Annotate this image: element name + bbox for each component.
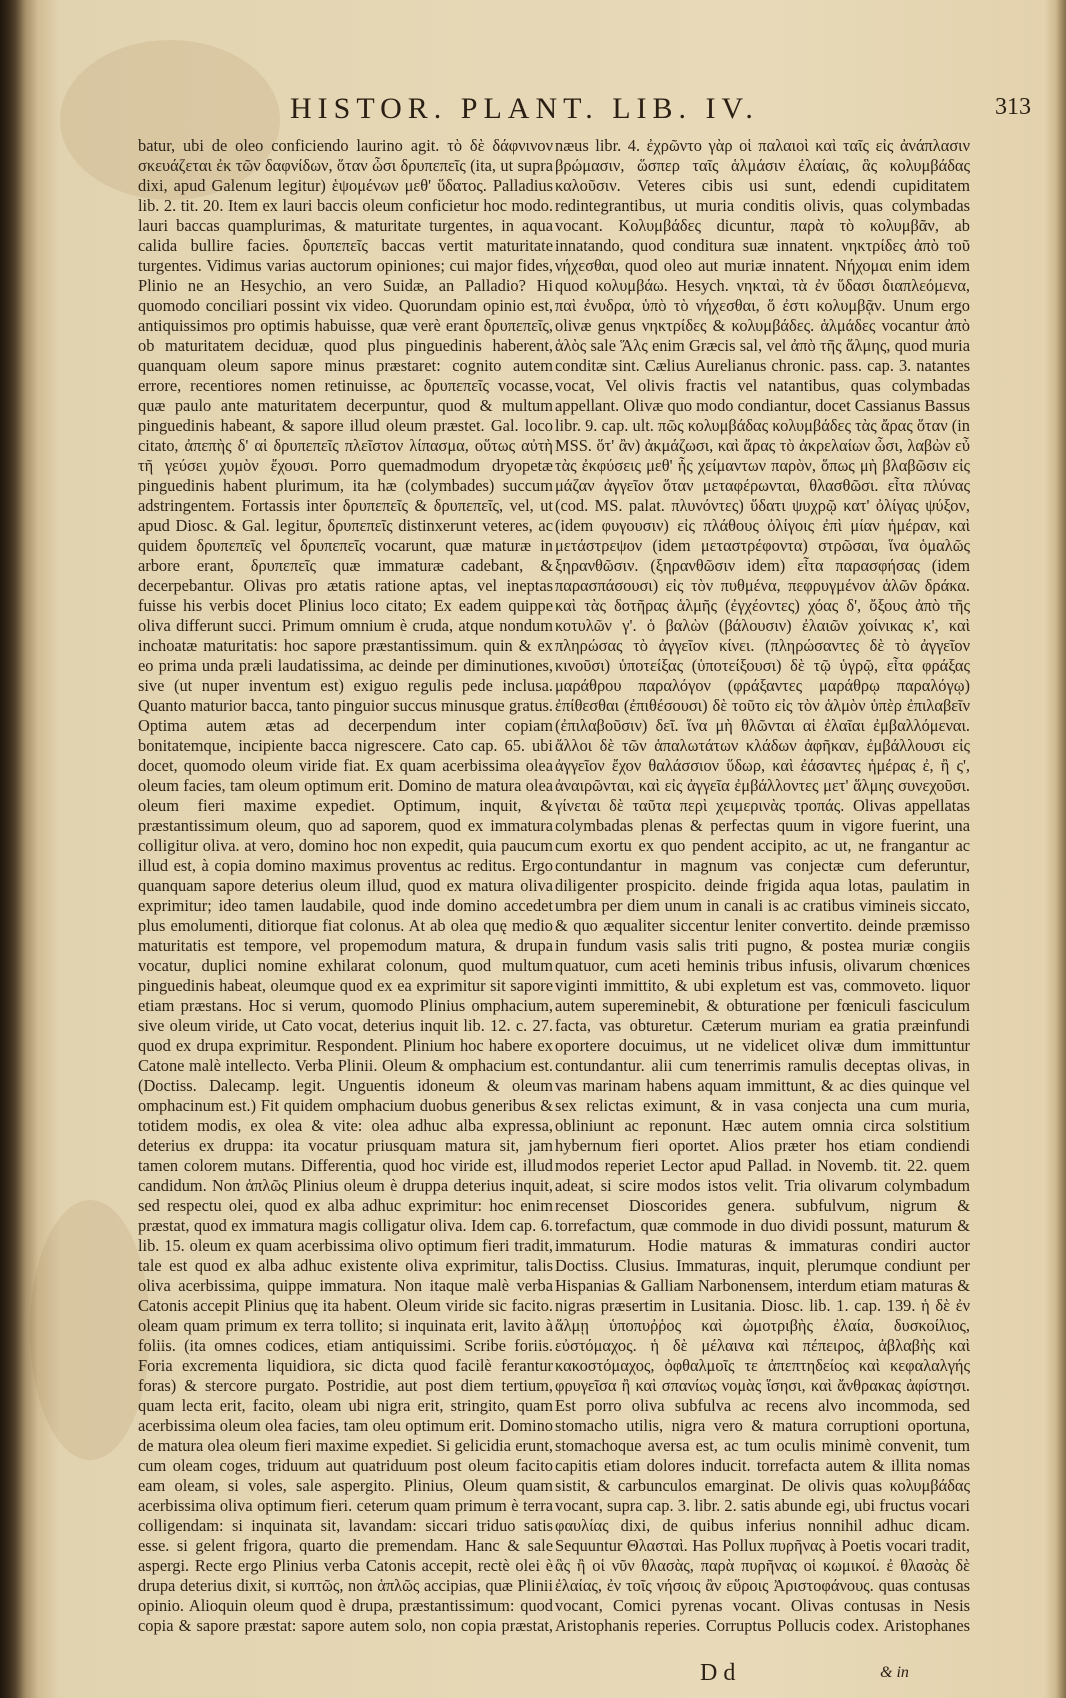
page-number: 313 <box>995 94 1031 120</box>
signature-mark: D d <box>700 1660 736 1686</box>
running-head: HISTOR. PLANT. LIB. IV. <box>290 92 759 125</box>
text-column-left <box>138 136 553 1636</box>
column-right-text: næus libr. 4. ἐχρῶντο γὰρ οἱ παλαιοὶ καὶ ταῖς εἰς ἀνάπλασιν βρώμασιν, ὥσπερ ταῖς ἁλμάσιν ἐλαίαις, ἃς κολυμβάδας καλοῦσιν. Veteres cibis usi sunt, edendi cupiditatem redintegrantibus, ut muria conditis olivis, quas colymbadas vocant. Κολυμβάδες dicuntur, παρὰ τὸ κολυμβᾶν, ab innatando, quod conditura suæ innatent. νηκτρίδες ἀπὸ τοῦ νήχεσθαι, quod oleo aut muriæ innatent. Νήχομαι enim idem quod κολυμβάω. Hesych. νηκταὶ, τὰ ἐν ὕδασι διαπλεόμενα, παὶ ἐνυδρα, ὑπὸ τὸ νήχεσθαι, ὅ ἐστι κολυμβᾷν. Unum ergo olivæ genus νηκτρίδες & κολυμβάδες. ἁλμάδες vocantur ἀπὸ ἁλὸς sale Ἅλς enim Græcis sal, vel ἀπὸ τῆς ἅλμης, quod muria conditæ sint. Cælius Aurelianus chronic. pass. cap. 3. natantes vocat, Vel olivis fractis vel natantibus, quas colymbadas appellant. Olivæ quo modo condiantur, docet Cassianus Bassus libr. 9. cap. ult. πῶς κολυμβάδας κολυμβάδες τὰς ἄρας ὅταν (in MSS. ὅτ' ἂν) ἀκμάζωσι, καὶ ἄρας τὸ ἀκρελαίων ὦσι, λαβὼν εὖ τὰς ἐκφύσεις μεθ' ἧς χείμαντων παρὸν, ὅπως μὴ βλαβῶσιν εἰς μάζαν ἀγγεῖον ὅταν μεταφέρωνται, θλασθῶσι. εἶτα πλύνας (cod. MS. palat. πλυνόντες) ὕδατι ψυχρῷ κατ' ὀλίγας ψύξον, (idem φυγουσιν) εἰς πλάθους ὀλίγοις ἐπὶ μίαν ἡμέραν, καὶ μετάστρεψον (idem μεταστρέφοντα) στρῶσαι, ἵνα ὁμαλῶς ξηρανθῶσιν. (ξηρανθῶσιν idem) εἶτα παρασφήσας (idem παρασπάσουσι) εἰς τὸν πυθμένα, πεφρυγμένον ἁλῶν δράκα. καὶ τὰς δοτῆρας ἁλμῆς (ἐγχέοντες) χόας δ', ὄξους ἀπὸ τῆς κοτυλῶν γ'. ὁ βαλὼν (βάλουσιν) ἐλαιῶν χοίνικας κ', καὶ πληρώσας τὸ ἀγγεῖον κίνει. (πληρώσαντες δὲ τὸ ἀγγεῖον κινοῦσι) ὑποτείξας (ὑποτείξουσι) δὲ τῷ ὑγρῷ, εἶτα φράξας μαράθρου παραλόγον (φράξαντες μαράθρῳ παραλόγῳ) ἐπίθεσθαι (ἐπιθέσουσι) δὲ τοῦτο εἰς τὸν ἁλμὸν ὑπὲρ ἐπιλαβεῖν (ἐπιλαβοῦσιν) δεῖ. ἵνα μὴ θλῶνται αἱ ἐλαῖαι ἐμβαλλόμεναι. ἄλλοι δὲ τῶν ἁπαλωτάτων κλάδων ἀφῆκαν, ἐμβάλλουσι εἰς ἀγγεῖον ἔχον θαλάσσιον ὕδωρ, καὶ ἐάσαντες ἡμέρας ἐ, ἢ ς', ἀναιρῶνται, καὶ εἰς ἀγγεῖα ἐμβάλλοντες μετ' ἅλμης συνεχοῦσι. γίνεται δὲ ταῦτα περὶ χειμερινὰς τροπάς. Olivas appellatas colymbadas plenas & perfectas quum in vigore fuerint, una cum exortu ex quo pendent accipito, ac ut, ne frangantur ac contundantur in magnum vas conjectæ cum deferuntur, diligenter prospicito. deinde frigida aqua lotas, paulatim in umbra per diem unum in canali is ac cratibus vimineis siccato, & quo æqualiter siccentur leniter convertito. deinde præmisso in fundum vasis salis triti pugno, & postea muriæ congiis quatuor, cum aceti heminis tribus infusis, olivarum chœnices viginti immittito, & ubi expletum est vas, commoveto. liquor autem supereminebit, & obturatione per fœniculi fasciculum facta, vas obturetur. Cæterum muriam ea gratia præinfundi oportere docuimus, ut ne videlicet olivæ dum immittuntur contundantur. alii cum tenerrimis ramulis deceptas olivas, in vas marinam habens aquam immittunt, & ac dies quinque vel sex relictas eximunt, & in vasa conjecta una cum muria, obliniunt ac reponunt. Hæc autem omnia circa solstitium hybernum fieri oportet. Alios præter hos etiam condiendi modos reperiet Lector apud Pallad. in Novemb. tit. 22. quem adeat, si scire modos istos velit. Tria olivarum colymbadum recenset Dioscorides genera. subfulvum, nigrum & torrefactum, quæ commode in duo dividi possunt, maturum & immaturum. Hodie maturas & immaturas condiri auctor Doctiss. Clusius. Immaturas, inquit, plerumque condiunt per Hispanias & Galliam Narbonensem, interdum etiam maturas & nigras præsertim in Lusitania. Diosc. lib. 1. cap. 139. ἡ δὲ ἐν ἅλμῃ ὑποπυῤῥος καὶ ὠμοτριβὴς ἐλαία, δυσκοίλιος, εὐστόμαχος. ἡ δὲ μέλαινα καὶ πέπειρος, ἀβλαβὴς καὶ κακοστόμαχος, ὀφθαλμοῖς τε ἀπεπτηδείος καὶ κεφαλαλγής φρυγεῖσα ἢ καὶ σπανίως νομὰς ἵσησι, καὶ ἄνθρακας ἀφίστησι. Est porro oliva subfulva ac recens alvo incommoda, sed stomacho utilis, nigra vero & matura corruptioni oportuna, stomachoque aversa est, ac tum oculis minimè convenit, tum capitis etiam dolores inducit. torrefacta autem & illita nomas sistit, & carbunculos emarginat. De olivis quas κολυμβάδας vocant, supra cap. 3. libr. 2. satis abunde egi, ubi fructus vocari φαυλίας dixi, de quibus inferius nonnihil adhuc dicam. Sequuntur Θλασταὶ. Has Pollux πυρῆνας à Poetis vocari tradit, ἃς ἢ οἱ νῦν θλασὰς, παρὰ πυρῆνας οἱ κωμικοί. ἐ θλασὰς δὲ ἐλαίας, ἐν τοῖς νήσοις ἂν εὕροις Ἀριστοφάνους. quas contusas vocant, Comici pyrenas vocant. Olivas contusas in Nesis Aristophanis reperies. Corruptus Pollucis codex. Aristophanes <box>555 136 970 1635</box>
column-left-text: batur, ubi de oleo conficiendo laurino agit. τὸ δὲ δάφνινον σκευάζεται ἐκ τῶν δαφνίδων, ὅταν ὦσι δρυπεπεῖς (ita, ut supra dixi, apud Galenum legitur) ἑψομένων μεθ' ὕδατος. Palladius lib. 2. tit. 20. Item ex lauri baccis oleum conficietur hoc modo. lauri baccas quamplurimas, & maturitate turgentes, in aqua calida bullire facies. δρυπεπεῖς baccas vertit maturitate turgentes. Vidimus varias auctorum opiniones; cui major fides, Plinio ne an Hesychio, an vero Suidæ, an Palladio? Hi quomodo conciliari possint vix video. Quorundam opinio est, antiquissimos pro optimis habuisse, quæ verè erant δρυπεπεῖς, ob maturitatem deciduæ, quod plus pinguedinis haberent, quanquam oleum sapore minus præstaret: cognito autem errore, recentiores nomen retinuisse, ac δρυπεπεῖς vocasse, quæ paulo ante maturitatem decerpuntur, quod & multum pinguedinis habeant, & sapore illud oleum præstet. Gal. loco citato, ἀπεπὴς δ' αἱ δρυπεπεῖς πλεῖστον λίπασμα, οὕτως αὐτὴ τῆ γεύσει χυμὸν ἔχουσι. Porro quemadmodum dryopetæ pinguedinis habent plurimum, ita hæ (colymbades) succum adstringentem. Fortassis inter δρυπεπεῖς & δρυπεπεῖς, vel, ut apud Diosc. & Gal. legitur, δρυπεπεῖς distinxerunt veteres, ac quidem δρυπεπεῖς vel δρυπεπεῖς vocarunt, quæ maturæ in arbore erant, δρυπεπεῖς quæ immaturæ cadebant, & decerpebantur. Olivas pro ætatis ratione aptas, vel ineptas fuisse his verbis docet Plinius loco citato; Ex eadem quippe oliva differunt succi. Primum omnium è cruda, atque nondum inchoatæ maturitatis: hoc sapore præstantissimum. quin & ex eo prima unda præli laudatissima, ac deinde per diminutiones, sive (ut nuper inventum est) exiguo regulis pede inclusa. Quanto maturior bacca, tanto pinguior succus minusque gratus. Optima autem ætas ad decerpendum inter copiam bonitatemque, incipiente bacca nigrescere. Cato cap. 65. ubi docet, quomodo oleum viride fiat. Ex quam acerbissima olea oleum facies, tam oleum optimum erit. Domino de matura olea oleum fieri maxime expediet. Optimum, inquit, & præstantissimum oleum, quo ad saporem, quod ex immatura colligitur oliva. at vero, domino hoc non expedit, quia paucum illud est, à copia domino maximus proventus ac reditus. Ergo quanquam sapore deterius oleum illud, quod ex matura oliva exprimitur; ideo tamen laudabile, quod inde domino accedet plus emolumenti, ditiorque fiat colonus. At ab olea quę medio maturitatis est tempore, vel propemodum matura, & drupa vocatur, duplici nomine exhilarat colonum, quod multum pinguedinis habeat, oleumque quod ex ea exprimitur sit sapore etiam præstans. Hoc si verum, quomodo Plinius omphacium, sive oleum viride, ut Cato vocat, deterius inquit lib. 12. c. 27. quod ex drupa exprimitur. Respondent. Plinium hoc habere ex Catone malè intellecto. Verba Plinii. Oleum & omphacium est. (Doctiss. Dalecamp. legit. Unguentis idoneum & oleum omphacinum est.) Fit quidem omphacium duobus generibus & totidem modis, ex olea & vite: olea adhuc alba expressa, deterius ex druppa: ita vocatur priusquam matura sit, jam tamen colorem mutans. Differentia, quod hoc viride est, illud candidum. Non ἁπλῶς Plinius oleum è druppa deterius inquit, sed respectu olei, quod ex alba adhuc exprimitur: hoc enim præstat, quod ex immatura magis colligatur oliva. Idem cap. 6. lib. 15. oleum ex quam acerbissima olivo optimum fieri tradit, tale est quod ex alba adhuc existente oliva exprimitur, talis oliva acerbissima, quippe immatura. Non itaque malè verba Catonis accepit Plinius quę ita habent. Oleum viride sic facito. oleam quam primum ex terra tollito; si inquinata erit, lavito à foliis. (ita omnes codices, etiam antiquissimi. Scribe foriis. Foria excrementa liquidiora, sic dicta quod facilè ferantur foras) & stercore purgato. Postridie, aut post diem tertium, quam lecta erit, facito, oleam ubi nigra erit, stringito, quam acerbissima oleum olea facies, tam oleu optimum erit. Domino de matura olea oleum fieri maxime expediet. Si gelicidia erunt, cum oleam coges, triduum aut quatriduum post oleum facito eam oleam, si voles, sale aspergito. Plinius, Oleum quam acerbissima oliva optimum fieri. ceterum quam primum è terra colligendam: si inquinata sit, lavandam: siccari triduo satis esse. si gelent frigora, quarto die premendam. Hanc & sale aspergi. Recte ergo Plinius verba Catonis accepit, rectè olei è drupa deterius dixit, si κυπτῶς, non ἁπλῶς accipias, quæ Plinii opinio. Alioquin oleum quod è drupa, præstantissimum: quod copia & sapore præstat: sapore autem solo, non copia præstat, <box>138 136 553 1635</box>
catchword: & in <box>880 1664 909 1681</box>
binding-gutter-shadow <box>0 0 38 1698</box>
text-column-right <box>555 136 970 1636</box>
paper-stain <box>30 1200 150 1460</box>
page-edge-shadow <box>1056 0 1066 1698</box>
